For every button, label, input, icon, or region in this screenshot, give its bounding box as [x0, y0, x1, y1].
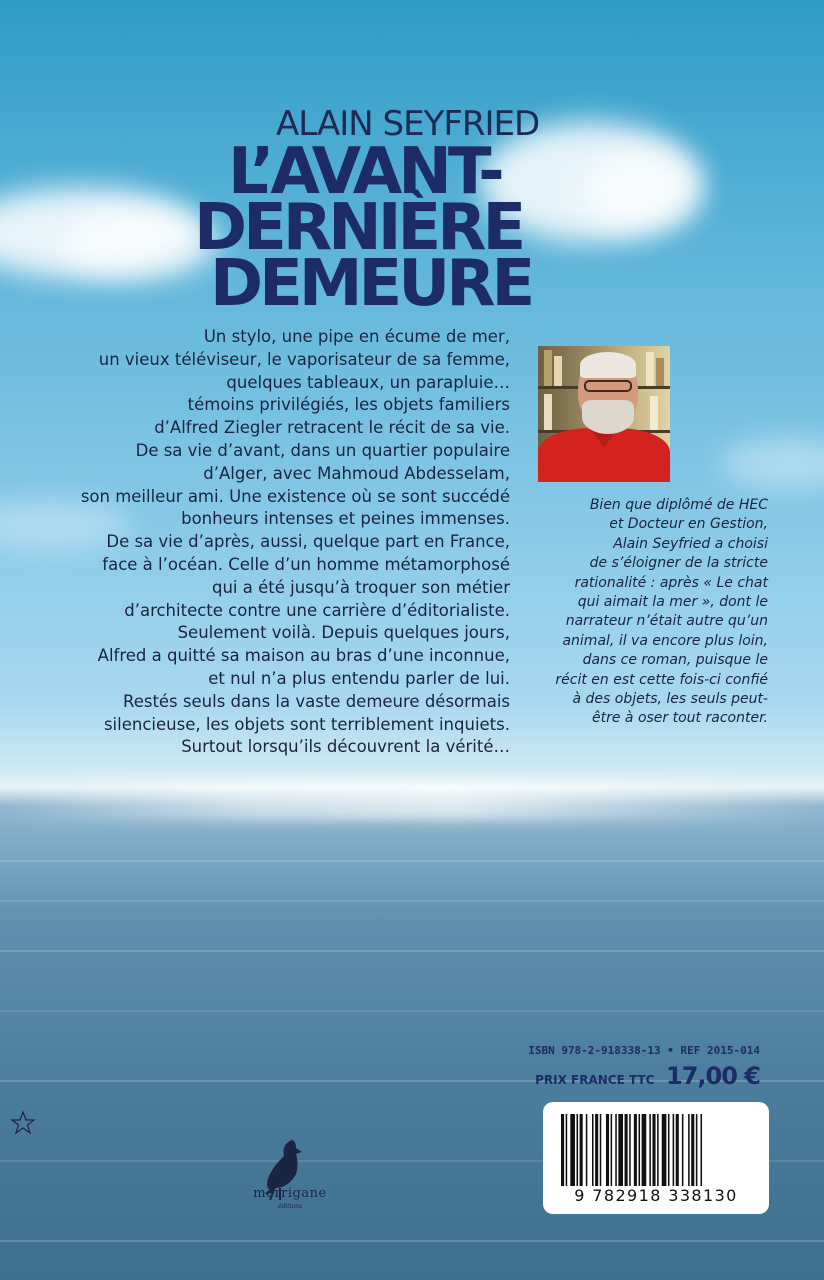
barcode-bar — [629, 1114, 631, 1186]
blurb-line: un vieux téléviseur, le vaporisateur de sa femme, — [98, 349, 510, 369]
beard — [582, 400, 634, 434]
barcode — [543, 1102, 769, 1214]
barcode-bar — [691, 1114, 694, 1186]
blurb-line: silencieuse, les objets sont terriblement inquiets. — [103, 714, 510, 734]
barcode-bar — [595, 1114, 598, 1186]
bio-line: Bien que diplômé de HEC — [589, 497, 768, 513]
barcode-bar — [615, 1114, 617, 1186]
sea-wave — [0, 900, 824, 902]
shelf-book — [646, 352, 654, 386]
barcode-bar — [673, 1114, 675, 1186]
barcode-bar — [696, 1114, 698, 1186]
title-line-1: L’AVANT- — [228, 135, 501, 209]
barcode-bar — [580, 1114, 583, 1186]
barcode-bar — [611, 1114, 613, 1186]
sea-wave — [0, 860, 824, 862]
barcode-bar — [639, 1114, 641, 1186]
blurb-line: Alfred a quitté sa maison au bras d’une inconnue, — [97, 646, 510, 666]
blurb-line: d’Alfred Ziegler retracent le récit de sa vie. — [154, 418, 510, 438]
shelf-book — [650, 396, 658, 430]
barcode-bar — [682, 1114, 684, 1186]
blurb-line: Restés seuls dans la vaste demeure désormais — [122, 691, 510, 711]
barcode-bar — [634, 1114, 637, 1186]
bio-line: qui aimait la mer », dont le — [577, 594, 768, 611]
barcode-digits: 9 782918 338130 — [574, 1186, 738, 1205]
bio-line: de s’éloigner de la stricte — [589, 555, 768, 572]
blurb-line: qui a été jusqu’à troquer son métier — [211, 577, 510, 597]
blurb-line: témoins privilégiés, les objets familiers — [187, 395, 510, 415]
barcode-bar — [657, 1114, 659, 1186]
blurb-line: quelques tableaux, un parapluie… — [226, 372, 510, 392]
bio-line: rationalité : après « Le chat — [574, 574, 768, 591]
price-block — [520, 1062, 760, 1090]
barcode-bar — [668, 1114, 670, 1186]
bio-line: être à oser tout raconter. — [592, 710, 768, 727]
sea-wave — [0, 1240, 824, 1242]
barcode-bar — [701, 1114, 703, 1186]
bio-line: récit en est cette fois-ci confié — [555, 671, 768, 688]
blurb-line: De sa vie d’après, aussi, quelque part en France, — [106, 532, 510, 552]
barcode-bar — [662, 1114, 667, 1186]
bio-line: à des objets, les seuls peut- — [572, 691, 768, 708]
barcode-bar — [566, 1114, 568, 1186]
blurb-line: Surtout lorsqu’ils découvrent la vérité… — [181, 737, 510, 757]
barcode-bar — [688, 1114, 690, 1186]
shelf-book — [554, 356, 562, 386]
author-photo — [538, 346, 670, 482]
blurb-line: De sa vie d’avant, dans un quartier populaire — [135, 440, 510, 460]
author-name: ALAIN SEYFRIED — [276, 104, 540, 144]
publisher-tagline: éditions — [277, 1203, 303, 1210]
blurb-line: d’architecte contre une carrière d’éditorialiste. — [124, 600, 510, 620]
barcode-bar — [600, 1114, 602, 1186]
cloud-far-right — [720, 438, 824, 488]
barcode-bar — [642, 1114, 647, 1186]
barcode-bar — [570, 1114, 575, 1186]
bio-line: Alain Seyfried a choisi — [613, 535, 768, 552]
bio-line: dans ce roman, puisque le — [582, 652, 768, 669]
shelf-book — [656, 358, 664, 386]
barcode-bar — [586, 1114, 588, 1186]
bio-line: et Docteur en Gestion, — [609, 516, 768, 533]
title-line-3: DEMEURE — [210, 247, 532, 321]
barcode-bar — [592, 1114, 594, 1186]
barcode-bar — [649, 1114, 651, 1186]
blurb-line: bonheurs intenses et peines immenses. — [181, 509, 510, 529]
bio-line: animal, il va encore plus loin, — [562, 632, 768, 649]
barcode-bars — [561, 1114, 751, 1186]
barcode-bar — [652, 1114, 655, 1186]
barcode-bar — [577, 1114, 579, 1186]
barcode-bar — [606, 1114, 609, 1186]
sea-wave — [0, 950, 824, 952]
shelf-book — [544, 394, 552, 430]
blurb-line: son meilleur ami. Une existence où se sont succédé — [80, 486, 510, 506]
barcode-bar — [618, 1114, 623, 1186]
glasses — [584, 380, 632, 392]
bio-line: narrateur n’était autre qu’un — [565, 613, 768, 630]
price-label: PRIX FRANCE TTC — [535, 1073, 655, 1087]
book-blurb — [60, 326, 510, 759]
sea-wave — [0, 1010, 824, 1012]
blurb-line: et nul n’a plus entendu parler de lui. — [208, 668, 510, 688]
star-icon — [10, 1110, 36, 1136]
cloud-right-2 — [580, 150, 700, 230]
blurb-line: Un stylo, une pipe en écume de mer, — [203, 327, 510, 346]
shelf-book — [544, 350, 552, 386]
isbn-ref: ISBN 978-2-918338-13 • REF 2015-014 — [528, 1044, 760, 1057]
barcode-bar — [676, 1114, 679, 1186]
hair — [580, 352, 636, 378]
blurb-line: d’Alger, avec Mahmoud Abdesselam, — [203, 463, 510, 483]
barcode-bar — [561, 1114, 564, 1186]
title-line-2: DERNIÈRE — [194, 191, 523, 265]
publisher-name: morrigane — [253, 1186, 327, 1201]
author-bio — [528, 496, 768, 729]
price-value: 17,00 € — [666, 1062, 760, 1090]
sea-horizon-glint — [0, 780, 824, 820]
blurb-line: Seulement voilà. Depuis quelques jours, — [177, 623, 510, 643]
barcode-bar — [625, 1114, 628, 1186]
blurb-line: face à l’océan. Celle d’un homme métamorphosé — [102, 554, 510, 574]
